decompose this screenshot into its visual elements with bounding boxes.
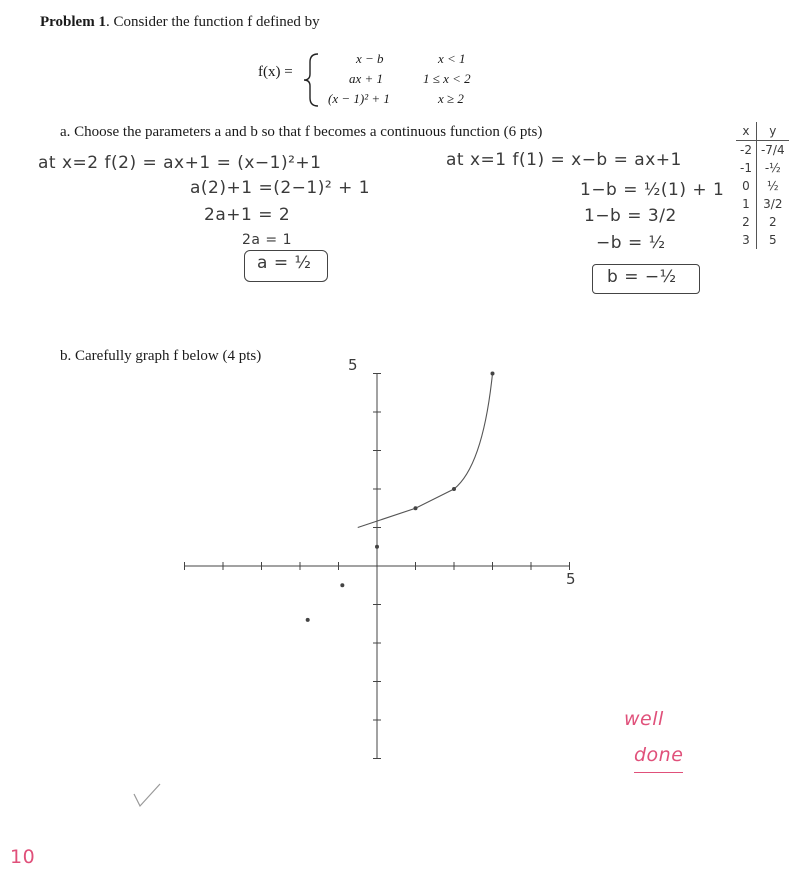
grader-comment-line-2: done [634,744,683,773]
table-cell: -1 [736,159,756,177]
piece-3-expr: (x − 1)² + 1 [328,91,390,106]
table-cell: -2 [736,141,756,160]
answer-a-box: a = ½ [244,250,328,282]
grader-comment-line-1: well [624,708,664,730]
graph-point [375,545,379,549]
part-a-prompt: a. Choose the parameters a and b so that f becomes a continuous function (6 pts) [60,124,543,140]
problem-heading: Problem 1 [40,14,106,30]
work-left-line-3: 2a+1 = 2 [204,205,291,225]
part-b-prompt: b. Carefully graph f below (4 pts) [60,348,262,364]
graph-marks [306,372,495,622]
work-left-line-4: 2a = 1 [242,232,293,248]
table-cell: 5 [768,233,777,247]
table-cell: 3 [736,231,756,249]
piece-1-cond: x < 1 [438,51,466,66]
piece-3-cond: x ≥ 2 [438,91,464,106]
table-header-cell: x [736,122,756,141]
score: 10 [10,846,36,868]
piece-2-expr: ax + 1 [349,71,384,86]
table-cell: 3/2 [763,197,783,211]
table-cell: ½ [766,179,779,193]
function-lhs: f(x) = [258,64,293,80]
work-right-line-4: −b = ½ [596,233,666,253]
table-cell: 2 [768,215,777,229]
table-cell: -½ [764,161,781,175]
piece-1-expr: x − b [356,51,384,66]
problem-intro: . Consider the function f defined by [105,14,320,30]
work-right-line-1: at x=1 f(1) = x−b = ax+1 [446,150,682,170]
axes [185,374,570,759]
table-header-cell: y [756,122,788,141]
y-tick-label-5: 5 [348,356,359,374]
x-tick-label-5: 5 [566,570,577,588]
graph-point [340,583,344,587]
work-right-line-3: 1−b = 3/2 [584,206,677,226]
graph-point [414,506,418,510]
work-left-line-1: at x=2 f(2) = ax+1 = (x−1)²+1 [38,153,322,173]
graph-point [452,487,456,491]
piece-2-cond: 1 ≤ x < 2 [423,71,471,86]
table-cell: 2 [736,213,756,231]
table-cell: 0 [736,177,756,195]
work-left-line-2: a(2)+1 =(2−1)² + 1 [190,178,371,198]
table-cell: -7/4 [760,143,785,157]
graph-point [491,372,495,376]
table-cell: 1 [736,195,756,213]
graph-point [306,618,310,622]
checkmark-icon [132,782,162,810]
work-right-line-2: 1−b = ½(1) + 1 [580,180,725,200]
answer-b-box: b = −½ [592,264,700,294]
